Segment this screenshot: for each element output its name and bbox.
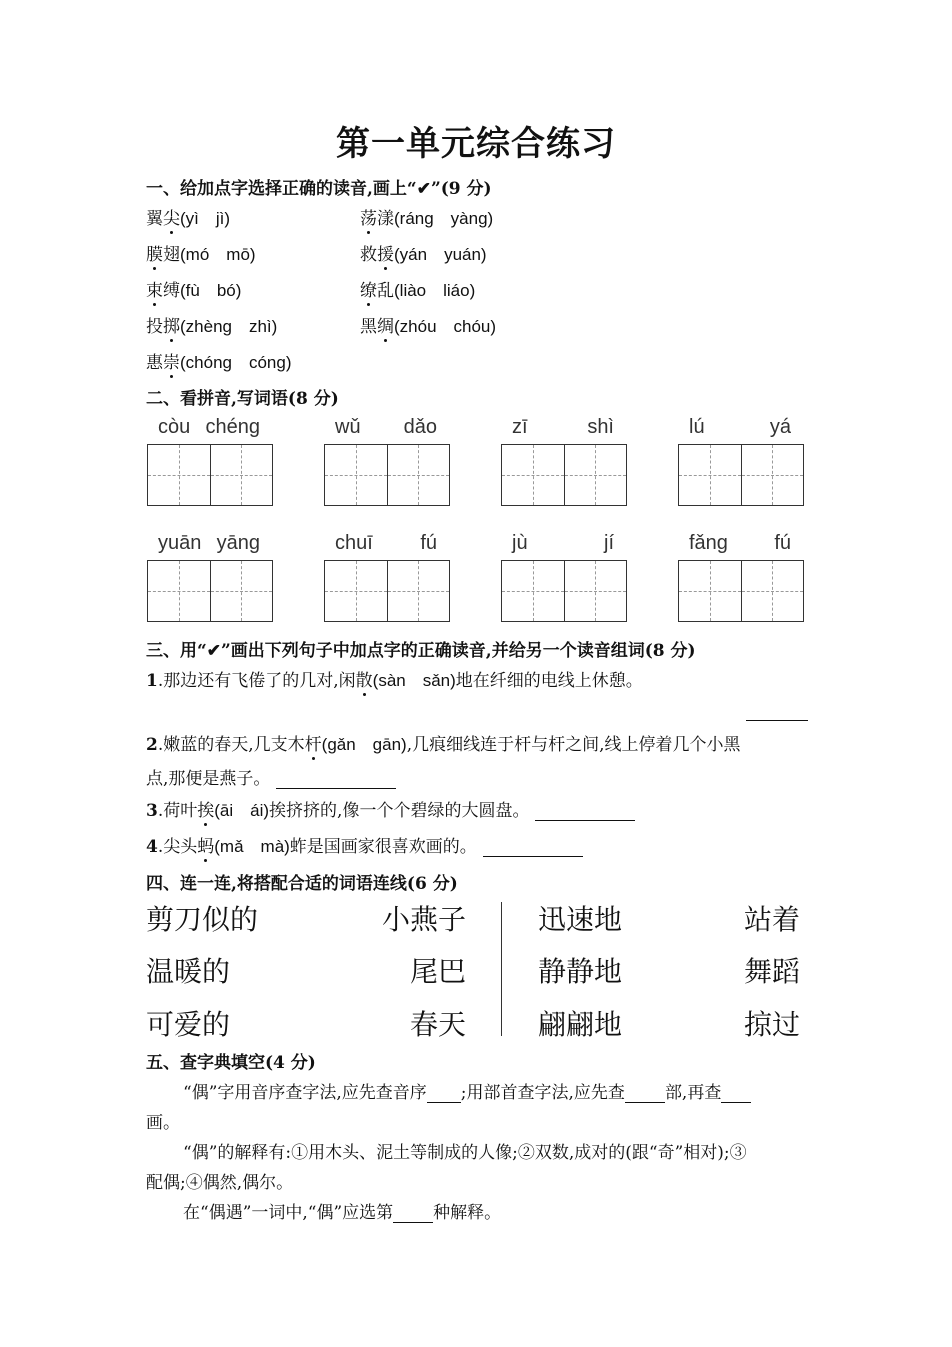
s5-paragraph-1: “偶”字用音序查字法,应先查音序 ;用部首查字法,应先查 部,再查 [183, 1078, 751, 1103]
writing-grid[interactable] [501, 560, 627, 622]
section-1-heading: 一、给加点字选择正确的读音,画上“✔”(9 分) [146, 179, 492, 199]
column-divider [501, 902, 502, 1036]
writing-grid[interactable] [147, 560, 273, 622]
section-4-heading: 四、连一连,将搭配合适的词语连线(6 分) [146, 874, 458, 894]
match-right-word[interactable]: 站着 [743, 903, 800, 936]
match-left-word[interactable]: 迅速地 [538, 903, 623, 936]
answer-blank[interactable] [721, 1086, 751, 1103]
match-right-word[interactable]: 掠过 [743, 1008, 800, 1041]
pinyin-label: wǔ dǎo [335, 416, 437, 438]
answer-blank[interactable] [427, 1086, 461, 1103]
writing-grid[interactable] [678, 560, 804, 622]
writing-grid[interactable] [324, 560, 450, 622]
answer-blank[interactable] [535, 804, 635, 821]
pinyin-label: còu chéng [158, 416, 260, 438]
s1-item-2: 荡漾(ráng yàng) [360, 209, 494, 229]
s1-item-7: 投掷(zhèng zhì) [146, 317, 278, 337]
s1-item-3: 膜翅(mó mō) [146, 245, 256, 265]
match-left-word[interactable]: 可爱的 [146, 1008, 231, 1041]
pinyin-label: fǎng fú [689, 532, 791, 554]
s3-question-4: 4.尖头蚂(mǎ mà)蚱是国画家很喜欢画的。 [146, 832, 583, 857]
answer-blank[interactable] [746, 720, 808, 721]
pinyin-label: yuān yāng [158, 532, 260, 554]
answer-blank[interactable] [276, 772, 396, 789]
s1-item-1: 翼尖(yì jì) [146, 209, 231, 229]
match-right-word[interactable]: 尾巴 [409, 955, 466, 988]
pinyin-label: zī shì [512, 416, 614, 438]
writing-grid[interactable] [501, 444, 627, 506]
pinyin-label: jù jí [512, 532, 614, 554]
s3-question-3: 3.荷叶挨(āi ái)挨挤挤的,像一个个碧绿的大圆盘。 [146, 796, 635, 821]
writing-grid[interactable] [324, 444, 450, 506]
s1-item-4: 救援(yán yuán) [360, 245, 487, 265]
match-left-word[interactable]: 温暖的 [146, 955, 231, 988]
s3-question-2: 2.嫩蓝的春天,几支木杆(gǎn gān),几痕细线连于杆与杆之间,线上停着几个小黑 [146, 735, 741, 755]
pinyin-label: chuī fú [335, 532, 437, 554]
match-right-word[interactable]: 舞蹈 [743, 955, 800, 988]
s5-paragraph-3: 在“偶遇”一词中,“偶”应选第 种解释。 [183, 1203, 502, 1223]
answer-blank[interactable] [483, 840, 583, 857]
s1-item-8: 黑绸(zhóu chóu) [360, 317, 497, 337]
match-right-word[interactable]: 小燕子 [381, 903, 466, 936]
s3-question-2-cont: 点,那便是燕子。 [146, 764, 396, 789]
s1-item-6: 缭乱(liào liáo) [360, 281, 476, 301]
writing-grid[interactable] [147, 444, 273, 506]
section-3-heading: 三、用“✔”画出下列句子中加点字的正确读音,并给另一个读音组词(8 分) [146, 641, 696, 661]
page-title: 第一单元综合练习 [336, 124, 616, 164]
match-left-word[interactable]: 剪刀似的 [146, 903, 259, 936]
pinyin-label: lú yá [689, 416, 791, 438]
match-left-word[interactable]: 静静地 [538, 955, 623, 988]
section-2-heading: 二、看拼音,写词语(8 分) [146, 389, 339, 409]
section-5-heading: 五、查字典填空(4 分) [146, 1053, 316, 1073]
answer-blank[interactable] [625, 1086, 665, 1103]
match-right-word[interactable]: 春天 [409, 1008, 466, 1041]
s5-paragraph-2-cont: 配偶;④偶然,偶尔。 [146, 1173, 294, 1193]
s3-question-1: 1.那边还有飞倦了的几对,闲散(sàn sǎn)地在纤细的电线上休憩。 [146, 671, 643, 691]
match-left-word[interactable]: 翩翩地 [538, 1008, 623, 1041]
s1-item-9: 惠崇(chóng cóng) [146, 353, 292, 373]
writing-grid[interactable] [678, 444, 804, 506]
s1-item-5: 束缚(fù bó) [146, 281, 242, 301]
s5-paragraph-2: “偶”的解释有:①用木头、泥土等制成的人像;②双数,成对的(跟“奇”相对);③ [183, 1143, 747, 1163]
s5-paragraph-1-cont: 画。 [146, 1113, 180, 1133]
answer-blank[interactable] [393, 1206, 433, 1223]
